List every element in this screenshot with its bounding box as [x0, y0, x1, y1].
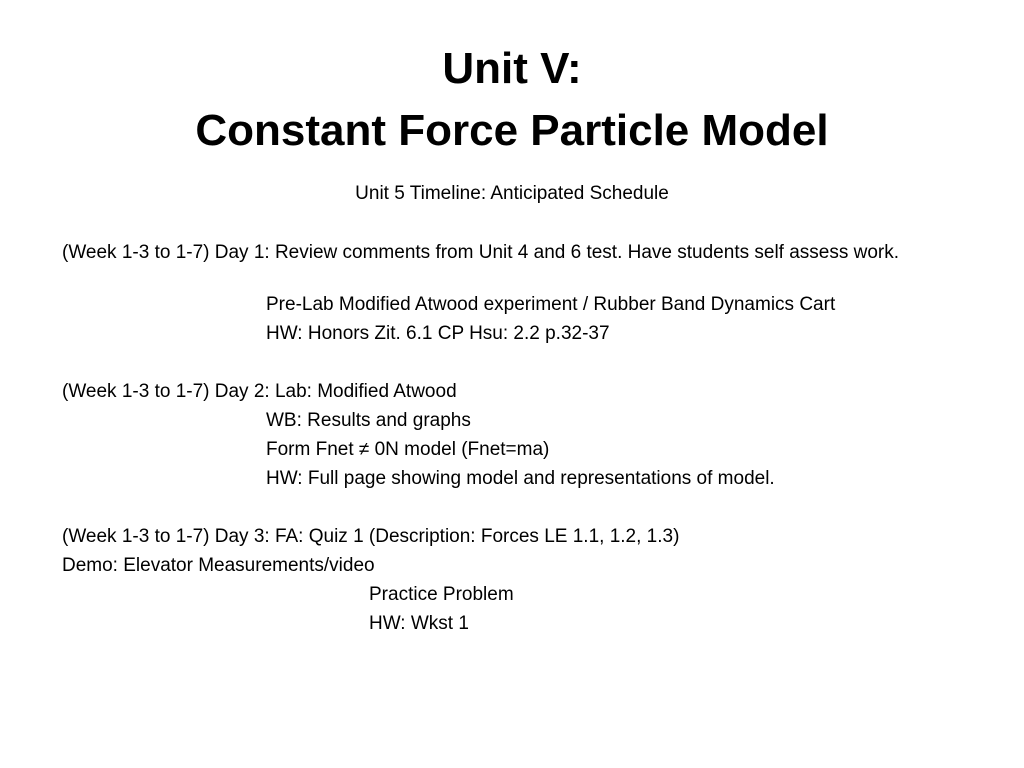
day3-heading: (Week 1-3 to 1-7) Day 3: FA: Quiz 1 (Description: Forces LE 1.1, 1.2, 1.3)	[62, 526, 680, 547]
day3-item-practice: Practice Problem	[369, 584, 514, 605]
day2-item-homework: HW: Full page showing model and representations of model.	[266, 468, 775, 489]
slide-subtitle: Unit 5 Timeline: Anticipated Schedule	[355, 183, 669, 204]
slide-title	[0, 38, 1024, 162]
title-line-2: Constant Force Particle Model	[195, 106, 829, 155]
day3-item-homework: HW: Wkst 1	[369, 613, 469, 634]
day1-item-prelab: Pre-Lab Modified Atwood experiment / Rubber Band Dynamics Cart	[266, 294, 836, 315]
day3-demo: Demo: Elevator Measurements/video	[62, 555, 375, 576]
day2-item-whiteboard: WB: Results and graphs	[266, 410, 471, 431]
day2-heading: (Week 1-3 to 1-7) Day 2: Lab: Modified Atwood	[62, 381, 457, 402]
day1-heading: (Week 1-3 to 1-7) Day 1: Review comments from Unit 4 and 6 test. Have students self assess work.	[62, 242, 900, 263]
day2-item-model: Form Fnet ≠ 0N model (Fnet=ma)	[266, 439, 550, 460]
title-line-1: Unit V:	[442, 44, 582, 93]
day1-item-homework: HW: Honors Zit. 6.1 CP Hsu: 2.2 p.32-37	[266, 323, 610, 344]
